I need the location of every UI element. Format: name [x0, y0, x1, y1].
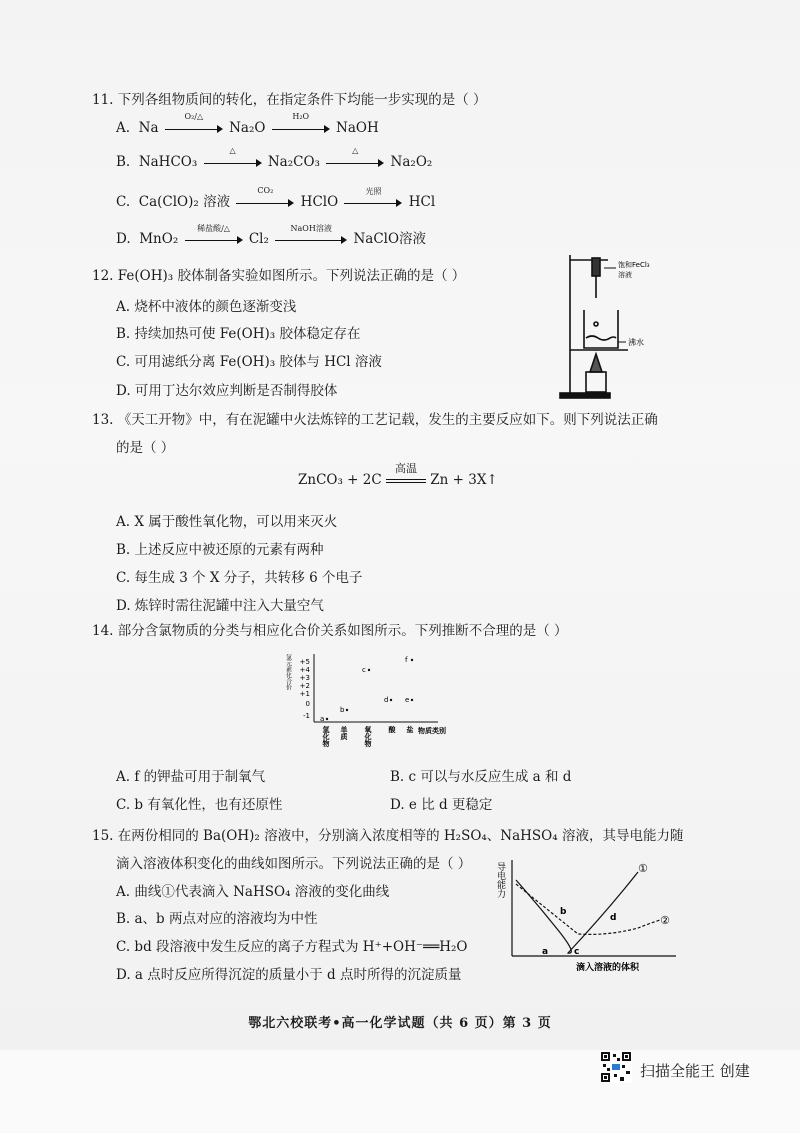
q12-option-a: A. 烧杯中液体的颜色逐渐变浅: [116, 299, 297, 315]
ytick: +5: [299, 658, 310, 666]
species: Ca(ClO)₂ 溶液: [138, 194, 231, 210]
curve-2-label: ②: [660, 914, 670, 927]
dropper-bulb: [592, 258, 600, 276]
q12-option-b: B. 持续加热可使 Fe(OH)₃ 胶体稳定存在: [116, 326, 361, 342]
ytick: -1: [303, 712, 310, 720]
point-b: b: [560, 907, 567, 917]
flame: [590, 354, 602, 372]
species: HCl: [408, 194, 436, 210]
species: NaOH: [336, 120, 379, 136]
q12-option-d: D. 可用丁达尔效应判断是否制得胶体: [116, 383, 338, 399]
q15-option-c: C. bd 段溶液中发生反应的离子方程式为 H⁺+OH⁻══H₂O: [116, 939, 468, 955]
scanner-watermark: 扫描全能王 创建: [640, 1062, 750, 1080]
species: NaHCO₃: [138, 154, 198, 170]
q14-option-d: D. e 比 d 更稳定: [390, 797, 493, 813]
q13-option-c: C. 每生成 3 个 X 分子，共转移 6 个电子: [116, 570, 363, 586]
arrow-condition: △: [229, 145, 236, 155]
species: NaClO溶液: [353, 231, 427, 247]
q11-option-b: [116, 145, 433, 170]
curve-1-label: ①: [638, 862, 648, 875]
q15-option-d: D. a 点时反应所得沉淀的质量小于 d 点时所得的沉淀质量: [116, 967, 462, 983]
q13-equation: [298, 461, 498, 488]
q12-stem: 12. Fe(OH)₃ 胶体制备实验如图所示。下列说法正确的是（ ）: [92, 268, 466, 284]
species: MnO₂: [139, 231, 179, 247]
arrow-condition: H₂O: [292, 111, 310, 121]
chlorine-valence-chart: [278, 648, 478, 748]
arrow-condition: O₂/△: [184, 111, 204, 121]
page-footer: 鄂北六校联考•高一化学试题（共 6 页）第 3 页: [248, 1016, 552, 1031]
option-letter: B.: [116, 154, 131, 170]
species: Cl₂: [248, 231, 269, 247]
fecl3-label-2: 溶液: [618, 271, 632, 279]
ytick: +3: [299, 674, 310, 682]
equation-condition: [386, 461, 426, 488]
reaction-arrow: [185, 223, 243, 247]
q11-option-c: [116, 185, 436, 210]
arrow-condition: 稀盐酸/△: [197, 223, 230, 233]
species: Na₂O₂: [390, 154, 433, 170]
reaction-arrow: [326, 145, 384, 170]
species: Na₂O: [229, 120, 266, 136]
q13-option-b: B. 上述反应中被还原的元素有两种: [116, 542, 324, 558]
point-c: c: [362, 666, 366, 674]
reaction-arrow: [344, 186, 402, 210]
fecl3-label-1: 饱和FeCl₃: [618, 261, 650, 269]
q13-option-a: A. X 属于酸性氧化物，可以用来灭火: [116, 514, 338, 530]
curve-1: [516, 872, 638, 953]
q15-stem-line1: 15. 在两份相同的 Ba(OH)₂ 溶液中，分别滴入浓度相等的 H₂SO₄、NaHSO₄ 溶液，其导电能力随: [92, 828, 684, 844]
alcohol-lamp: [586, 372, 606, 392]
q14-option-b: B. c 可以与水反应生成 a 和 d: [390, 769, 572, 785]
curve-2: [516, 884, 660, 934]
reaction-arrow: [275, 223, 347, 247]
boiling-water-label: 沸水: [628, 338, 644, 347]
qr-code-icon: [600, 1051, 632, 1083]
species: Na₂CO₃: [267, 154, 320, 170]
boiling-water: [586, 336, 616, 340]
arrow-condition: △: [352, 145, 359, 155]
point-d: d: [384, 696, 389, 704]
point-b: b: [340, 706, 345, 714]
ytick: +1: [299, 690, 310, 698]
beaker: [584, 310, 618, 348]
point-f: f: [405, 656, 408, 664]
y-axis-label: 氯元素化合价: [284, 654, 292, 690]
reaction-arrow: [165, 111, 223, 136]
q11-option-d: [116, 223, 427, 247]
point-a: a: [542, 947, 549, 957]
xcat-oxide: 氧化物: [364, 726, 372, 747]
q13-stem-line2: 的是（ ）: [116, 440, 175, 456]
option-letter: D.: [116, 231, 131, 247]
q11-option-a: [116, 111, 379, 136]
q14-option-c: C. b 有氧化性，也有还原性: [116, 797, 283, 813]
xcat-hydride: 氢化物: [322, 726, 330, 747]
reaction-arrow: [272, 111, 330, 136]
y-axis-label: 导电能力: [495, 862, 505, 898]
y-axis-title: [285, 653, 292, 691]
xcat-salt: 盐: [406, 726, 414, 733]
option-letter: A.: [116, 120, 131, 136]
q14-option-a: A. f 的钾盐可用于制氧气: [116, 769, 266, 785]
xcat-element: 单质: [340, 726, 348, 740]
ytick: 0: [305, 700, 310, 708]
arrow-condition: NaOH溶液: [290, 223, 332, 233]
q13-option-d: D. 炼锌时需往泥罐中注入大量空气: [116, 598, 324, 614]
q15-option-a: A. 曲线①代表滴入 NaHSO₄ 溶液的变化曲线: [116, 884, 390, 900]
colloid-apparatus-figure: [548, 250, 658, 402]
conductivity-chart: [495, 850, 690, 978]
point-c: c: [574, 947, 580, 957]
reaction-arrow: [236, 185, 294, 210]
q12-option-c: C. 可用滤纸分离 Fe(OH)₃ 胶体与 HCl 溶液: [116, 354, 382, 370]
equation-right: Zn + 3X↑: [430, 472, 498, 488]
ytick: +2: [299, 682, 310, 690]
point-a: a: [320, 715, 325, 723]
arrow-condition: 光照: [365, 186, 382, 196]
point-d: d: [610, 913, 617, 923]
point-e: e: [405, 696, 410, 704]
option-letter: C.: [116, 194, 131, 210]
arrow-condition: CO₂: [257, 185, 274, 195]
q11-stem: 11. 下列各组物质间的转化，在指定条件下均能一步实现的是（ ）: [92, 92, 487, 108]
species: HClO: [300, 194, 339, 210]
species: Na: [138, 120, 159, 136]
xcat-acid: 酸: [388, 726, 396, 733]
x-axis-label: 滴入溶液的体积: [576, 963, 640, 973]
ytick: +4: [299, 666, 310, 674]
q15-option-b: B. a、b 两点对应的溶液均为中性: [116, 911, 318, 927]
q15-stem-line2: 滴入溶液体积变化的曲线如图所示。下列说法正确的是（ ）: [116, 856, 472, 872]
equation-left: ZnCO₃ + 2C: [298, 472, 382, 488]
q13-stem-line1: 13. 《天工开物》中，有在泥罐中火法炼锌的工艺记载，发生的主要反应如下。则下列说法正确: [92, 412, 658, 428]
stand-base: [560, 393, 610, 398]
condition-high-temp: 高温: [395, 461, 417, 475]
reaction-arrow: [204, 145, 262, 170]
x-axis-label: 物质类别: [418, 727, 446, 735]
q14-stem: 14. 部分含氯物质的分类与相应化合价关系如图所示。下列推断不合理的是（ ）: [92, 623, 568, 639]
